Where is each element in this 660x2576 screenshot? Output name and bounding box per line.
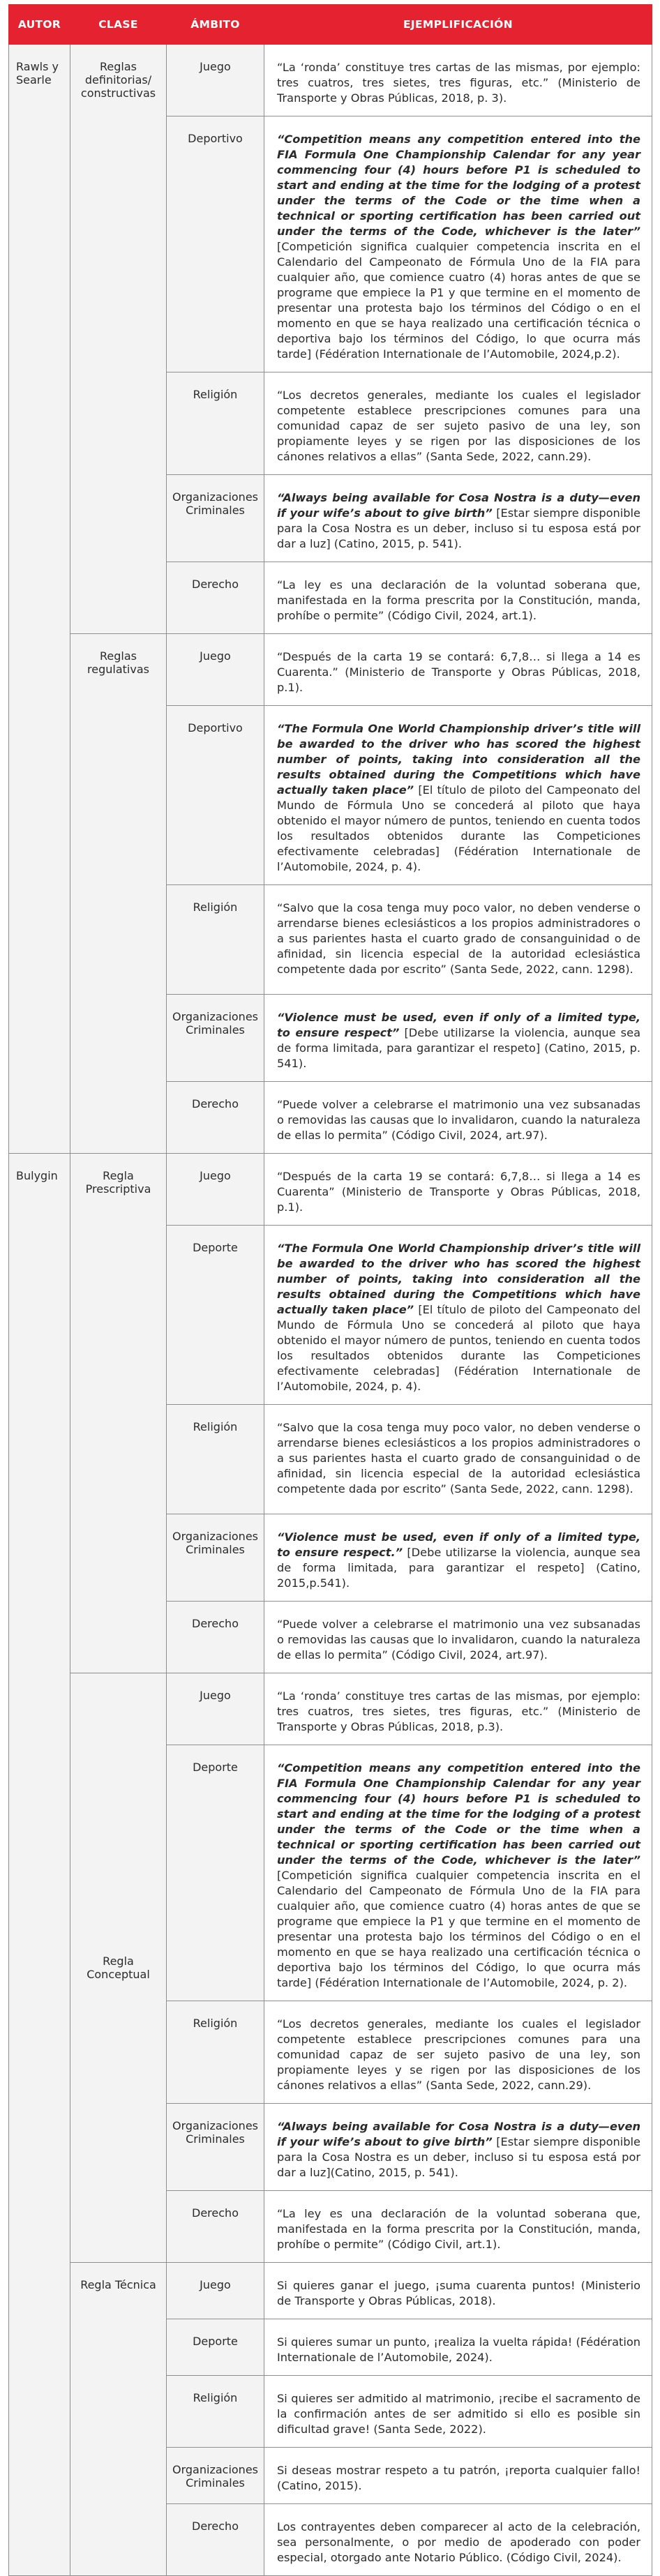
- example-spanish: [Competición significa cualquier competencia inscrita en el Calendario del Campeonato de Fórmula Uno de la FIA para cualquier año, que comience cuatro (4) horas antes de que se programe que empiece la P1 y que termine en el momento de presentar una protesta bajo los términos del Código o en el momento en que se haya realizado una certificación técnica o deportiva bajo los términos del Código, lo que ocurra más tarde] (Fédération Internationale de l’Automobile, 2024,p.2).: [277, 240, 640, 361]
- example-spanish: “Puede volver a celebrarse el matrimonio una vez subsanadas o removidas las causas que lo invalidaron, cuando la naturaleza de ellas lo permita” (Código Civil, 2024, art.97).: [277, 1618, 640, 1662]
- ambito-cell: Organizaciones Criminales: [167, 475, 264, 562]
- example-spanish: “La ley es una declaración de la voluntad soberana que, manifestada en la forma prescrita por la Constitución, manda, prohíbe o permite” (Código Civil, art.1).: [277, 2207, 640, 2251]
- ambito-cell: Derecho: [167, 2504, 264, 2576]
- ambito-cell: Religión: [167, 1405, 264, 1514]
- ambito-cell: Derecho: [167, 2191, 264, 2263]
- example-spanish: “Puede volver a celebrarse el matrimonio una vez subsanadas o removidas las causas que lo invalidaron, cuando la naturaleza de ellas lo permita” (Código Civil, 2024, art.97).: [277, 1098, 640, 1142]
- example-spanish: Si quieres sumar un punto, ¡realiza la vuelta rápida! (Fédération Internationale de l’Automobile, 2024).: [277, 2335, 640, 2364]
- example-cell: [264, 2376, 652, 2448]
- example-spanish: Los contrayentes deben comparecer al acto de la celebración, sea personalmente, o por medio de apoderado con poder especial, otorgado ante Notario Público. (Código Civil, 2024).: [277, 2520, 640, 2564]
- header-ejemplificacion: EJEMPLIFICACIÓN: [264, 5, 652, 45]
- table-row: [9, 1673, 652, 1745]
- ambito-cell: Derecho: [167, 1082, 264, 1154]
- example-cell: [264, 2504, 652, 2576]
- ambito-cell: Juego: [167, 634, 264, 706]
- table-row: [9, 1154, 652, 1226]
- ambito-cell: Deportivo: [167, 706, 264, 885]
- example-cell: [264, 2263, 652, 2319]
- example-english: “Violence must be used, even if only of a limited type, to ensure respect.”: [277, 1530, 640, 1559]
- example-cell: [264, 1602, 652, 1673]
- example-spanish: “Los decretos generales, mediante los cuales el legislador competente establece prescripciones comunes para una comunidad capaz de ser sujeto pasivo de una ley, son propiamente leyes y se rigen por las disposiciones de los cánones relativos a ellas” (Santa Sede, 2022, cann.29).: [277, 389, 640, 463]
- example-cell: [264, 116, 652, 372]
- header-row: [9, 5, 652, 45]
- example-cell: [264, 995, 652, 1082]
- example-cell: [264, 2104, 652, 2191]
- example-cell: [264, 372, 652, 475]
- example-spanish: “Los decretos generales, mediante los cuales el legislador competente establece prescripciones comunes para una comunidad capaz de ser sujeto pasivo de una ley, son propiamente leyes y se rigen por las disposiciones de los cánones relativos a ellas” (Santa Sede, 2022, cann.29).: [277, 2017, 640, 2092]
- ambito-cell: Religión: [167, 2376, 264, 2448]
- example-english: “The Formula One World Championship driver’s title will be awarded to the driver who has scored the highest number of points, taking into consideration all the results obtained during the Competitions which have actually taken place”: [277, 722, 640, 797]
- example-english: “Always being available for Cosa Nostra is a duty—even if your wife’s about to give birth”: [277, 2120, 640, 2148]
- example-english: “The Formula One World Championship driver’s title will be awarded to the driver who has scored the highest number of points, taking into consideration all the results obtained during the Competitions which have actually taken place”: [277, 1242, 640, 1316]
- example-spanish: [El título de piloto del Campeonato del Mundo de Fórmula Uno se concederá al piloto que haya obtenido el mayor número de puntos, teniendo en cuenta todos los resultados obtenidos durante las Competiciones efectivamente celebradas] (Fédération Internationale de l’Automobile, 2024, p. 4).: [277, 783, 640, 873]
- example-cell: [264, 1226, 652, 1405]
- example-cell: [264, 475, 652, 562]
- example-cell: [264, 885, 652, 995]
- example-spanish: [Estar siempre disponible para la Cosa Nostra es un deber, incluso si tu esposa está por dar a luz](Catino, 2015, p. 541).: [277, 2135, 640, 2179]
- clase-cell: Reglas definitorias/ constructivas: [70, 45, 167, 634]
- ambito-cell: Juego: [167, 1154, 264, 1226]
- ambito-cell: Juego: [167, 1673, 264, 1745]
- clase-cell: Regla Técnica: [70, 2263, 167, 2576]
- ambito-cell: Organizaciones Criminales: [167, 2448, 264, 2504]
- example-cell: [264, 1673, 652, 1745]
- example-english: “Competition means any competition entered into the FIA Formula One Championship Calendar for any year commencing four (4) hours before P1 is scheduled to start and ending at the time for the lodging of a protest under the terms of the Code or the time when a technical or sporting certification has been carried out under the terms of the Code, whichever is the later”: [277, 133, 640, 238]
- clase-cell: Regla Conceptual: [70, 1673, 167, 2263]
- example-cell: [264, 2319, 652, 2376]
- ambito-cell: Deporte: [167, 1226, 264, 1405]
- ambito-cell: Derecho: [167, 1602, 264, 1673]
- example-cell: [264, 2191, 652, 2263]
- table-body: [9, 45, 652, 2576]
- example-english: “Always being available for Cosa Nostra is a duty—even if your wife’s about to give birth”: [277, 491, 640, 520]
- ambito-cell: Organizaciones Criminales: [167, 1514, 264, 1602]
- example-cell: [264, 2448, 652, 2504]
- example-cell: [264, 2001, 652, 2104]
- example-spanish: Si quieres ganar el juego, ¡suma cuarenta puntos! (Ministerio de Transporte y Obras Públicas, 2018).: [277, 2279, 640, 2307]
- example-english: “Violence must be used, even if only of a limited type, to ensure respect”: [277, 1011, 640, 1039]
- example-cell: [264, 706, 652, 885]
- example-spanish: [Debe utilizarse la violencia, aunque sea de forma limitada, para garantizar el respeto] (Catino, 2015, p. 541).: [277, 1026, 640, 1070]
- example-cell: [264, 562, 652, 634]
- ambito-cell: Deportivo: [167, 116, 264, 372]
- example-spanish: [El título de piloto del Campeonato del Mundo de Fórmula Uno se concederá al piloto que haya obtenido el mayor número de puntos, teniendo en cuenta todos los resultados obtenidos durante las Competiciones efectivamente celebradas] (Fédération Internationale de l’Automobile, 2024, p. 4).: [277, 1303, 640, 1393]
- table-row: [9, 2263, 652, 2319]
- example-spanish: Si deseas mostrar respeto a tu patrón, ¡reporta cualquier fallo! (Catino, 2015).: [277, 2464, 640, 2492]
- example-spanish: “Salvo que la cosa tenga muy poco valor, no deben venderse o arrendarse bienes eclesiásticos a los propios administradores o a sus parientes hasta el cuarto grado de consanguinidad o de afinidad, sin licencia especial de la autoridad eclesiástica competente dada por escrito” (Santa Sede, 2022, cann. 1298).: [277, 1421, 640, 1496]
- table-header: [9, 5, 652, 45]
- example-spanish: “La ‘ronda’ constituye tres cartas de las mismas, por ejemplo: tres cuatros, tres sietes, tres figuras, etc.” (Ministerio de Transporte y Obras Públicas, 2018, p. 3).: [277, 61, 640, 105]
- example-cell: [264, 1082, 652, 1154]
- example-cell: [264, 634, 652, 706]
- example-cell: [264, 1154, 652, 1226]
- rules-table-container: [8, 4, 652, 2576]
- ambito-cell: Organizaciones Criminales: [167, 995, 264, 1082]
- example-spanish: “Después de la carta 19 se contará: 6,7,8… si llega a 14 es Cuarenta” (Ministerio de Transporte y Obras Públicas, 2018, p.1).: [277, 1170, 640, 1214]
- example-cell: [264, 1405, 652, 1514]
- example-spanish: [Estar siempre disponible para la Cosa Nostra es un deber, incluso si tu esposa está por dar a luz] (Catino, 2015, p. 541).: [277, 506, 640, 550]
- example-spanish: “La ‘ronda’ constituye tres cartas de las mismas, por ejemplo: tres cuatros, tres sietes, tres figuras, etc.” (Ministerio de Transporte y Obras Públicas, 2018, p.3).: [277, 1689, 640, 1733]
- example-english: “Competition means any competition entered into the FIA Formula One Championship Calendar for any year commencing four (4) hours before P1 is scheduled to start and ending at the time for the lodging of a protest under the terms of the Code or the time when a technical or sporting certification has been carried out under the terms of the Code, whichever is the later”: [277, 1761, 640, 1867]
- clase-cell: Regla Prescriptiva: [70, 1154, 167, 1673]
- example-spanish: “Después de la carta 19 se contará: 6,7,8… si llega a 14 es Cuarenta.” (Ministerio de Transporte y Obras Públicas, 2018, p.1).: [277, 650, 640, 694]
- example-spanish: [Competición significa cualquier competencia inscrita en el Calendario del Campeonato de Fórmula Uno de la FIA para cualquier año, que comience cuatro (4) horas antes de que se programe que empiece la P1 y que termine en el momento de presentar una protesta bajo los términos del Código o en el momento en que se haya realizado una certificación técnica o deportiva bajo los términos del Código, lo que ocurra más tarde] (Fédération Internationale de l’Automobile, 2024, p. 2).: [277, 1869, 640, 1989]
- example-cell: [264, 1745, 652, 2001]
- header-clase: CLASE: [70, 5, 167, 45]
- ambito-cell: Derecho: [167, 562, 264, 634]
- ambito-cell: Deporte: [167, 2319, 264, 2376]
- rules-table: [8, 4, 652, 2576]
- ambito-cell: Religión: [167, 2001, 264, 2104]
- ambito-cell: Juego: [167, 45, 264, 116]
- example-spanish: “Salvo que la cosa tenga muy poco valor, no deben venderse o arrendarse bienes eclesiásticos a los propios administradores o a sus parientes hasta el cuarto grado de consanguinidad o de afinidad, sin licencia especial de la autoridad eclesiástica competente dada por escrito” (Santa Sede, 2022, cann. 1298).: [277, 901, 640, 976]
- header-autor: AUTOR: [9, 5, 70, 45]
- ambito-cell: Juego: [167, 2263, 264, 2319]
- example-cell: [264, 45, 652, 116]
- table-row: [9, 634, 652, 706]
- autor-cell: Rawls y Searle: [9, 45, 70, 1154]
- example-spanish: Si quieres ser admitido al matrimonio, ¡recibe el sacramento de la confirmación antes de ser admitido si ello es posible sin dificultad grave! (Santa Sede, 2022).: [277, 2392, 640, 2436]
- ambito-cell: Organizaciones Criminales: [167, 2104, 264, 2191]
- autor-cell: Bulygin: [9, 1154, 70, 2576]
- table-row: [9, 45, 652, 116]
- ambito-cell: Religión: [167, 372, 264, 475]
- example-cell: [264, 1514, 652, 1602]
- ambito-cell: Religión: [167, 885, 264, 995]
- header-ambito: ÁMBITO: [167, 5, 264, 45]
- clase-cell: Reglas regulativas: [70, 634, 167, 1154]
- example-spanish: “La ley es una declaración de la voluntad soberana que, manifestada en la forma prescrita por la Constitución, manda, prohíbe o permite” (Código Civil, 2024, art.1).: [277, 578, 640, 622]
- ambito-cell: Deporte: [167, 1745, 264, 2001]
- example-spanish: [Debe utilizarse la violencia, aunque sea de forma limitada, para garantizar el respeto] (Catino, 2015,p.541).: [277, 1546, 640, 1590]
